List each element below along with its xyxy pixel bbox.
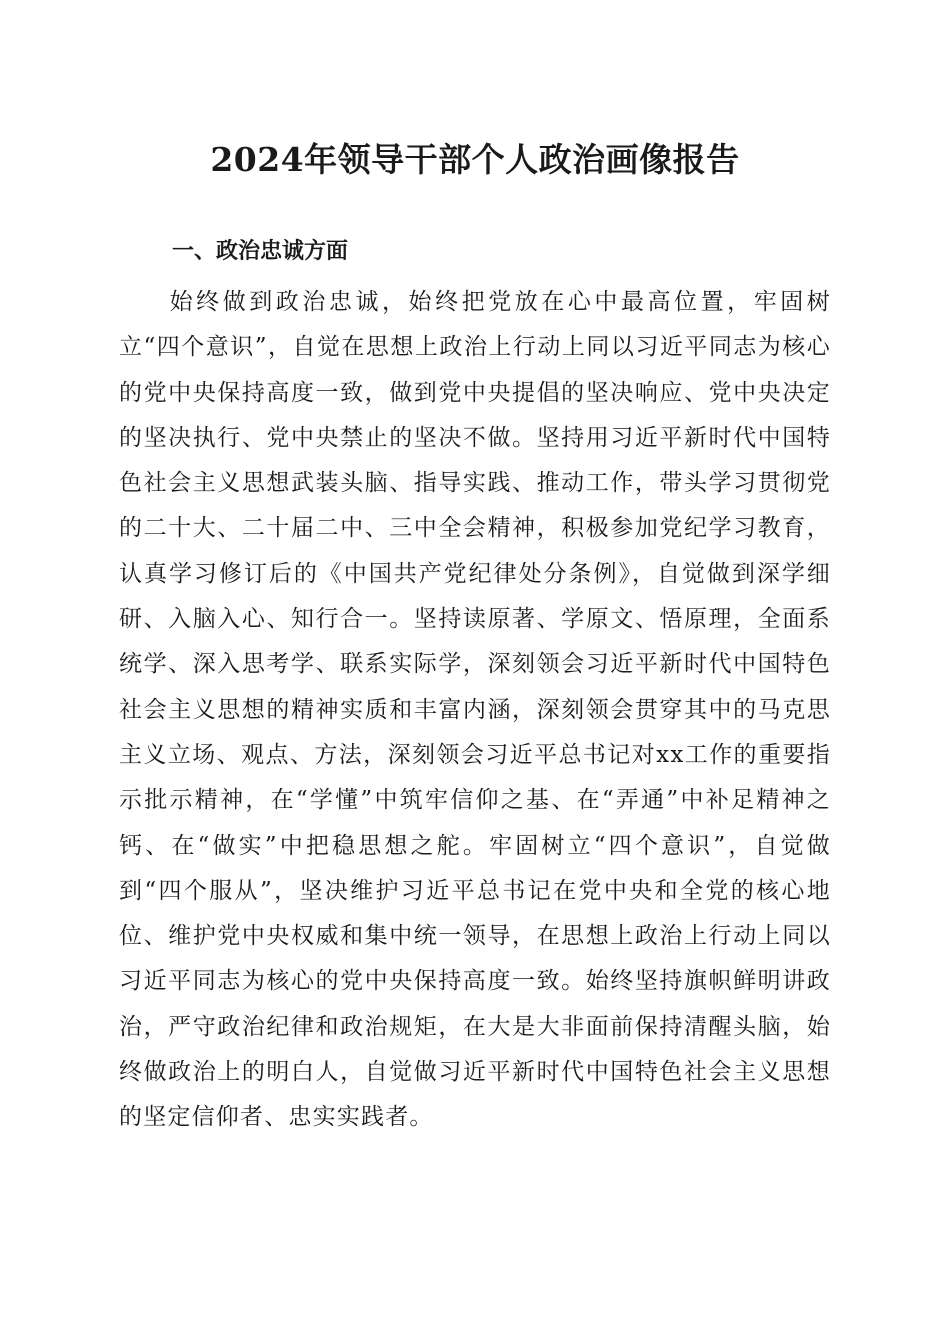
section-heading: 一、政治忠诚方面	[172, 239, 349, 264]
section-paragraph: 始终做到政治忠诚，始终把党放在心中最高位置，牢固树立“四个意识”，自觉在思想上政治上行动上同以习近平同志为核心的党中央保持高度一致，做到党中央提倡的坚决响应、党中央决定的坚决执行、党中央禁止的坚决不做。坚持用习近平新时代中国特色社会主义思想武装头脑、指导实践、推动工作，带头学习贯彻党的二十大、二十届二中、三中全会精神，积极参加党纪学习教育，认真学习修订后的《中国共产党纪律处分条例》，自觉做到深学细研、入脑入心、知行合一。坚持读原著、学原文、悟原理，全面系统学、深入思考学、联系实际学，深刻领会习近平新时代中国特色社会主义思想的精神实质和丰富内涵，深刻领会贯穿其中的马克思主义立场、观点、方法，深刻领会习近平总书记对xx工作的重要指示批示精神，在“学懂”中筑牢信仰之基、在“弄通”中补足精神之钙、在“做实”中把稳思想之舵。牢固树立“四个意识”，自觉做到“四个服从”，坚决维护习近平总书记在党中央和全党的核心地位、维护党中央权威和集中统一领导，在思想上政治上行动上同以习近平同志为核心的党中央保持高度一致。始终坚持旗帜鲜明讲政治，严守政治纪律和政治规矩，在大是大非面前保持清醒头脑，始终做政治上的明白人，自觉做习近平新时代中国特色社会主义思想的坚定信仰者、忠实实践者。	[119, 289, 831, 1131]
document-title: 2024年领导干部个人政治画像报告	[210, 140, 740, 179]
